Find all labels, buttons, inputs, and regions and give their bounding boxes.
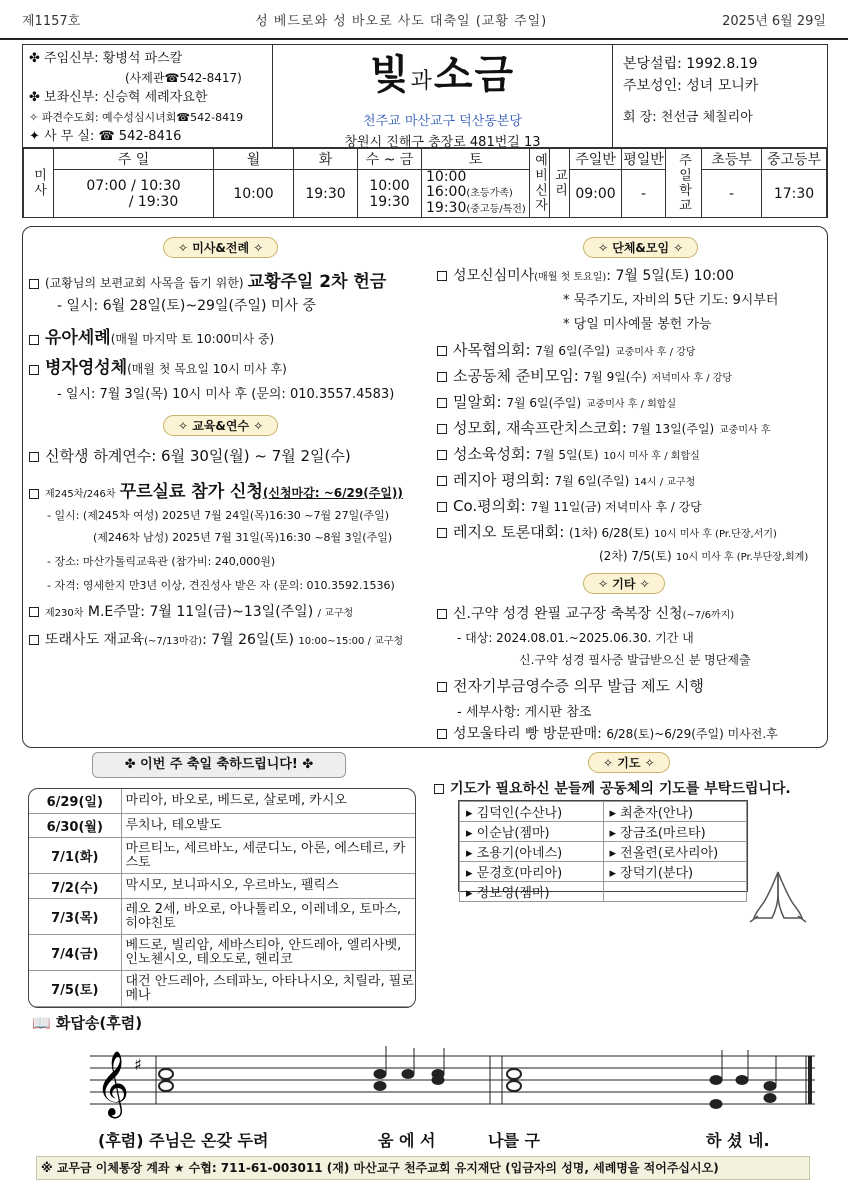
- elementary-head: 초등부: [702, 149, 762, 170]
- prayer-row: [460, 802, 747, 822]
- checkbox-icon: [29, 365, 39, 375]
- rectory-phone: (사제관☎542-8417): [125, 70, 242, 85]
- prayer-name: ▸ 조용기(아네스): [460, 842, 604, 862]
- bible-transcription-note: 신.구약 성경 필사증 발급받으신 분 명단제출: [519, 653, 751, 667]
- lyric-line-3: 나를 구: [488, 1131, 540, 1150]
- prayer-name: ▸ 이순남(젬마): [460, 822, 604, 842]
- mass-label: 미사: [24, 149, 54, 218]
- feast-row: [29, 789, 415, 813]
- bullet-icon: ▸: [466, 886, 477, 901]
- assistant-row: ✤ 보좌신부: 신승혁 세례자요한: [29, 90, 208, 105]
- day-tue: 화: [294, 149, 358, 170]
- lyric-line-4: 하 셨 네.: [706, 1131, 770, 1150]
- flower-icon: ✤: [297, 757, 314, 772]
- checkbox-icon: [29, 489, 39, 499]
- prayer-row: [460, 862, 747, 882]
- me-weekend: 제230차 M.E주말: 7월 11일(금)~13일(주일) / 교구청: [29, 601, 353, 621]
- sick-communion-date: - 일시: 7월 3일(목) 10시 미사 후 (문의: 010.3557.4583): [57, 387, 395, 402]
- feast-names: 마르티노, 세르바노, 세쿤디노, 아론, 에스테르, 카스토: [121, 838, 415, 874]
- mialhoe: 밀알회: 7월 6일(주일) 교중미사 후 / 회합실: [437, 391, 676, 412]
- tue-time: 19:30: [294, 170, 358, 218]
- parish-name: 천주교 마산교구 덕산동본당: [363, 114, 522, 129]
- checkbox-icon: [29, 335, 39, 345]
- feast-names: 막시모, 보니파시오, 우르바노, 펠릭스: [121, 874, 415, 899]
- feast-date: 7/1(화): [29, 838, 121, 874]
- music-staff: [90, 1036, 820, 1126]
- masthead: [273, 45, 613, 150]
- bullet-icon: ▸: [609, 826, 621, 841]
- feast-date: 7/4(금): [29, 935, 121, 971]
- wedfri-times: 10:00 19:30: [358, 170, 422, 218]
- bullet-icon: ▸: [609, 846, 621, 861]
- small-community: 소공동체 준비모임: 7월 9일(수) 저녁미사 후 / 강당: [437, 365, 732, 386]
- parish-info: [613, 45, 827, 147]
- founded-date: 본당설립: 1992.8.19: [623, 56, 758, 72]
- mothers-society: 성모회, 재속프란치스코회: 7월 13일(주일) 교중미사 후: [437, 417, 770, 438]
- sunday-class-time: 09:00: [570, 170, 622, 218]
- feast-row: [29, 899, 415, 935]
- peer-apostle-training: 또래사도 재교육(~7/13마감): 7월 26일(토) 10:00~15:00 / 교구청: [29, 629, 403, 649]
- clergy-info: [23, 45, 273, 147]
- day-sunday: 주 일: [54, 149, 214, 170]
- prayer-name: ▸ 장금조(마르타): [603, 822, 747, 842]
- bullet-icon: ▸: [466, 806, 477, 821]
- bullet-icon: ▸: [466, 866, 477, 881]
- feast-names: 마리아, 바오로, 베드로, 살로메, 카시오: [121, 789, 415, 813]
- sick-communion: 병자영성체(매월 첫 목요일 10시 미사 후): [29, 353, 287, 378]
- pastor-row: ✤ 주임신부: 황병석 파스칼: [29, 51, 183, 66]
- catechism-label: 교리: [550, 149, 570, 218]
- checkbox-icon: [437, 450, 447, 460]
- checkbox-icon: [437, 271, 447, 281]
- prayer-name: ▸ 전올련(로사리아): [603, 842, 747, 862]
- donation-receipt: 전자기부금영수증 의무 발급 제도 시행: [437, 675, 704, 696]
- prayer-name: ▸ 문경호(마리아): [460, 862, 604, 882]
- weekday-class-head: 평일반: [622, 149, 666, 170]
- legio-council: 레지아 평의회: 7월 6일(주일) 14시 / 교구청: [437, 469, 695, 490]
- bread-sale: 성모울타리 빵 방문판매: 6/28(토)~6/29(주일) 미사전.후: [437, 723, 778, 743]
- office-row: ✦ 사 무 실: ☎ 542-8416: [29, 129, 182, 144]
- parish-address: 창원시 진해구 충장로 481번길 13: [344, 135, 541, 150]
- mon-time: 10:00: [214, 170, 294, 218]
- education-pill: ✧ 교육&연수 ✧: [163, 415, 278, 436]
- feast-names: 레오 2세, 바오로, 아나톨리오, 이레네오, 토마스, 히야친토: [121, 899, 415, 935]
- cursillo-date-women: - 일시: (제245차 여성) 2025년 7월 24일(목)16:30 ~7월 27일(주일): [47, 509, 390, 522]
- issue-number: 제1157호: [22, 13, 81, 29]
- prayer-name: ▸ 최춘자(안나): [603, 802, 747, 822]
- bulletin-header: [22, 44, 828, 148]
- groups-pill: ✧ 단체&모임 ✧: [583, 237, 698, 258]
- feast-date: 6/29(일): [29, 789, 121, 813]
- papal-collection-date: - 일시: 6월 28일(토)~29일(주일) 미사 중: [57, 298, 316, 314]
- highschool-time: 17:30: [762, 170, 827, 218]
- feast-days-table: [28, 788, 416, 1008]
- cursillo-date-men: (제246차 남성) 2025년 7월 31일(목)16:30 ~8월 3일(주일): [93, 531, 393, 544]
- checkbox-icon: [437, 729, 447, 739]
- star-icon: ✦: [29, 129, 45, 144]
- cursillo-place: - 장소: 마산가톨릭교육관 (참가비: 240,000원): [47, 555, 276, 568]
- bank-account-info: ※ 교무금 이체통장 계좌 ★ 수협: 711-61-003011 (재) 마산교구 천주교회 유지재단 (입금자의 성명, 세례명을 적어주십시오): [36, 1156, 810, 1180]
- prayer-name: ▸ 장덕기(분다): [603, 862, 747, 882]
- lyric-line-2: 움 에 서: [378, 1131, 436, 1150]
- sunday-school-label: 주일학교: [666, 149, 702, 218]
- day-mon: 월: [214, 149, 294, 170]
- feast-names: 루치나, 테오발도: [121, 813, 415, 838]
- sunday-times: 07:00 / 10:30 / 19:30: [54, 170, 214, 218]
- checkbox-icon: [437, 528, 447, 538]
- checkbox-icon: [437, 476, 447, 486]
- cursillo-qualification: - 자격: 영세한지 만3년 이상, 견진성사 받은 자 (문의: 010.3592.1536): [47, 579, 395, 592]
- weekday-class-time: -: [622, 170, 666, 218]
- council-president: 회 장: 천선금 체칠리아: [623, 110, 753, 125]
- bulletin-logo: 빛과소금: [369, 51, 516, 98]
- feast-row: [29, 813, 415, 838]
- flower-icon: ✤: [124, 757, 141, 772]
- cursillo-application: 제245차/246차 꾸르실료 참가 신청(신청마감: ~6/29(주일)): [29, 477, 403, 502]
- sunday-class-head: 주일반: [570, 149, 622, 170]
- feast-date: 7/5(토): [29, 971, 121, 1007]
- day-sat: 토: [422, 149, 530, 170]
- checkbox-icon: [437, 502, 447, 512]
- marian-mass: 성모신심미사(매월 첫 토요일): 7월 5일(토) 10:00: [437, 265, 734, 285]
- feast-date: 7/3(목): [29, 899, 121, 935]
- checkbox-icon: [437, 424, 447, 434]
- vocation-society: 성소육성회: 7월 5일(토) 10시 미사 후 / 회합실: [437, 443, 700, 464]
- diamond-icon: ✧: [29, 110, 42, 124]
- legio-debate-round2: (2차) 7/5(토) 10시 미사 후 (Pr.부단장,회계): [599, 549, 809, 563]
- bullet-icon: ▸: [466, 826, 477, 841]
- marian-mass-rosary: * 묵주기도, 자비의 5단 기도: 9시부터: [563, 293, 779, 308]
- lyric-line-1: (후렴) 주님은 온갖 두려: [98, 1131, 269, 1150]
- donation-receipt-detail: - 세부사항: 게시판 참조: [457, 705, 592, 720]
- announcements-panel: [22, 226, 828, 748]
- legio-debate: 레지오 토론대회: (1차) 6/28(토) 10시 미사 후 (Pr.단장,서기): [437, 521, 777, 542]
- liturgy-pill: ✧ 미사&전례 ✧: [163, 237, 278, 258]
- feast-names: 대건 안드레아, 스테파노, 아타나시오, 치릴라, 필로메나: [121, 971, 415, 1007]
- cross-icon: ✤: [29, 51, 45, 66]
- prayer-request-heading: 기도가 필요하신 분들께 공동체의 기도를 부탁드립니다.: [434, 778, 791, 798]
- feast-title: 성 베드로와 성 바오로 사도 대축일 (교황 주일): [255, 13, 548, 29]
- day-wedfri: 수 ~ 금: [358, 149, 422, 170]
- highschool-head: 중고등부: [762, 149, 827, 170]
- nuns-row: ✧ 파견수도회: 예수성심시녀회☎542-8419: [29, 110, 244, 124]
- bullet-icon: ▸: [609, 866, 621, 881]
- feast-date: 7/2(수): [29, 874, 121, 899]
- checkbox-icon: [29, 607, 39, 617]
- marian-mass-offering: * 당일 미사예물 봉헌 가능: [563, 317, 712, 332]
- bible-transcription: 신.구약 성경 완필 교구장 축복장 신청(~7/6까지): [437, 603, 734, 623]
- praying-hands-icon: [748, 868, 808, 924]
- top-bar: [0, 0, 848, 40]
- checkbox-icon: [434, 784, 444, 794]
- prayer-name: [603, 882, 747, 902]
- checkbox-icon: [437, 346, 447, 356]
- checkbox-icon: [437, 609, 447, 619]
- prayer-row: [460, 842, 747, 862]
- bullet-icon: ▸: [466, 846, 477, 861]
- bible-transcription-target: - 대상: 2024.08.01.~2025.06.30. 기간 내: [457, 631, 694, 645]
- feast-names: 베드로, 빌리암, 세바스티아, 안드레아, 엘리사벳, 인노첸시오, 테오도로, 헨리코: [121, 935, 415, 971]
- infant-baptism: 유아세례(매월 마지막 토 10:00미사 중): [29, 323, 274, 348]
- checkbox-icon: [29, 279, 39, 289]
- pastoral-council: 사목협의회: 7월 6일(주일) 교중미사 후 / 강당: [437, 339, 695, 360]
- checkbox-icon: [437, 372, 447, 382]
- feast-row: [29, 971, 415, 1007]
- feast-date: 6/30(월): [29, 813, 121, 838]
- psalm-label: 📖 화답송(후렴): [32, 1014, 143, 1032]
- sharp-icon: ♯: [134, 1055, 142, 1074]
- feast-row: [29, 874, 415, 899]
- mass-schedule: [22, 148, 828, 218]
- patron-saint: 주보성인: 성녀 모니카: [623, 78, 759, 94]
- prayer-pill: ✧ 기도 ✧: [588, 752, 670, 773]
- co-council: Co.평의회: 7월 11일(금) 저녁미사 후 / 강당: [437, 495, 702, 516]
- prayer-row: [460, 882, 747, 902]
- bullet-icon: ▸: [609, 806, 621, 821]
- catechumen-label: 예비신자: [530, 149, 550, 218]
- prayer-row: [460, 822, 747, 842]
- prayer-name: ▸ 정보영(젬마): [460, 882, 604, 902]
- papal-collection: (교황님의 보편교회 사목을 돕기 위한) 교황주일 2차 헌금: [29, 267, 386, 292]
- prayer-list: [458, 800, 748, 901]
- treble-clef-icon: 𝄞: [96, 1051, 130, 1116]
- feast-days-title: ✤ 이번 주 축일 축하드립니다! ✤: [92, 752, 346, 778]
- cross-icon: ✤: [29, 90, 45, 105]
- seminarian-training: 신학생 하계연수: 6월 30일(월) ~ 7월 2일(수): [29, 445, 351, 466]
- feast-row: [29, 838, 415, 874]
- checkbox-icon: [437, 682, 447, 692]
- book-icon: 📖: [32, 1014, 56, 1032]
- checkbox-icon: [29, 635, 39, 645]
- issue-date: 2025년 6월 29일: [722, 13, 826, 29]
- sat-times: 10:00 16:00(초등가족) 19:30(중고등/특전): [422, 170, 530, 218]
- checkbox-icon: [437, 398, 447, 408]
- feast-row: [29, 935, 415, 971]
- prayer-name: ▸ 김덕인(수산나): [460, 802, 604, 822]
- elementary-time: -: [702, 170, 762, 218]
- checkbox-icon: [29, 452, 39, 462]
- other-pill: ✧ 기타 ✧: [583, 573, 665, 594]
